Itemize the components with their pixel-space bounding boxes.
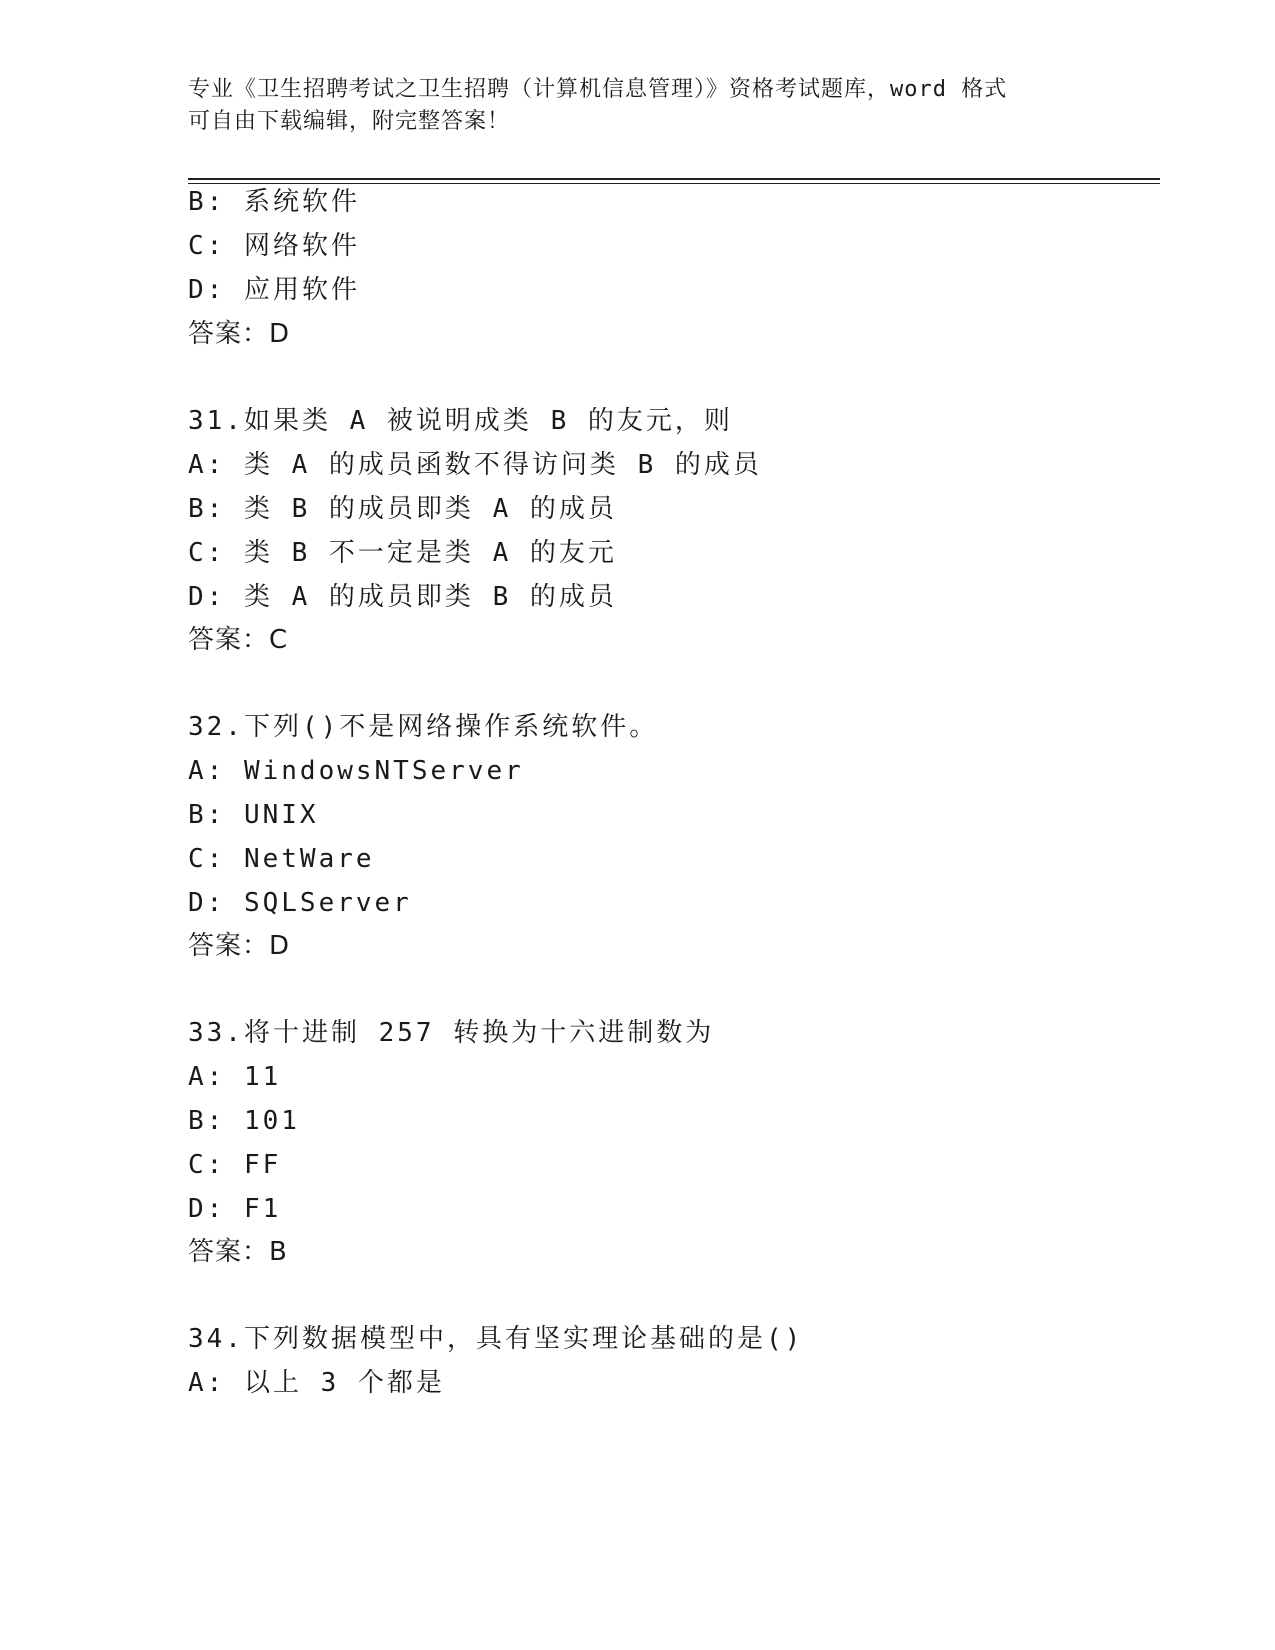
- answer-label: 答案：B: [188, 1237, 288, 1267]
- answer-label: 答案：C: [188, 625, 289, 655]
- option-c: C: 网络软件: [188, 231, 360, 261]
- header-divider-thick: [188, 178, 1160, 180]
- option-b: B: 类 B 的成员即类 A 的成员: [188, 494, 617, 524]
- option-d: D: 应用软件: [188, 275, 360, 305]
- option-d: D: F1: [188, 1194, 282, 1224]
- option-a: A: 类 A 的成员函数不得访问类 B 的成员: [188, 450, 762, 480]
- question-32: 32.下列()不是网络操作系统软件。: [188, 712, 659, 742]
- answer-label: 答案：D: [188, 931, 291, 961]
- question-31: 31.如果类 A 被说明成类 B 的友元，则: [188, 406, 733, 436]
- option-c: C: 类 B 不一定是类 A 的友元: [188, 538, 617, 568]
- option-a: A: 11: [188, 1062, 282, 1092]
- option-d: D: 类 A 的成员即类 B 的成员: [188, 582, 617, 612]
- document-header: [188, 74, 1088, 138]
- option-b: B: 系统软件: [188, 187, 360, 217]
- header-line-1: 专业《卫生招聘考试之卫生招聘（计算机信息管理）》资格考试题库，word 格式: [188, 77, 1008, 102]
- header-line-2: 可自由下载编辑，附完整答案！: [188, 109, 511, 134]
- header-divider-thin: [188, 183, 1160, 184]
- question-34: 34.下列数据模型中，具有坚实理论基础的是(): [188, 1324, 804, 1354]
- option-a: A: 以上 3 个都是: [188, 1368, 445, 1398]
- option-d: D: SQLServer: [188, 888, 412, 918]
- option-a: A: WindowsNTServer: [188, 756, 524, 786]
- option-c: C: NetWare: [188, 844, 375, 874]
- option-c: C: FF: [188, 1150, 282, 1180]
- answer-label: 答案：D: [188, 319, 291, 349]
- option-b: B: UNIX: [188, 800, 319, 830]
- option-b: B: 101: [188, 1106, 300, 1136]
- question-33: 33.将十进制 257 转换为十六进制数为: [188, 1018, 715, 1048]
